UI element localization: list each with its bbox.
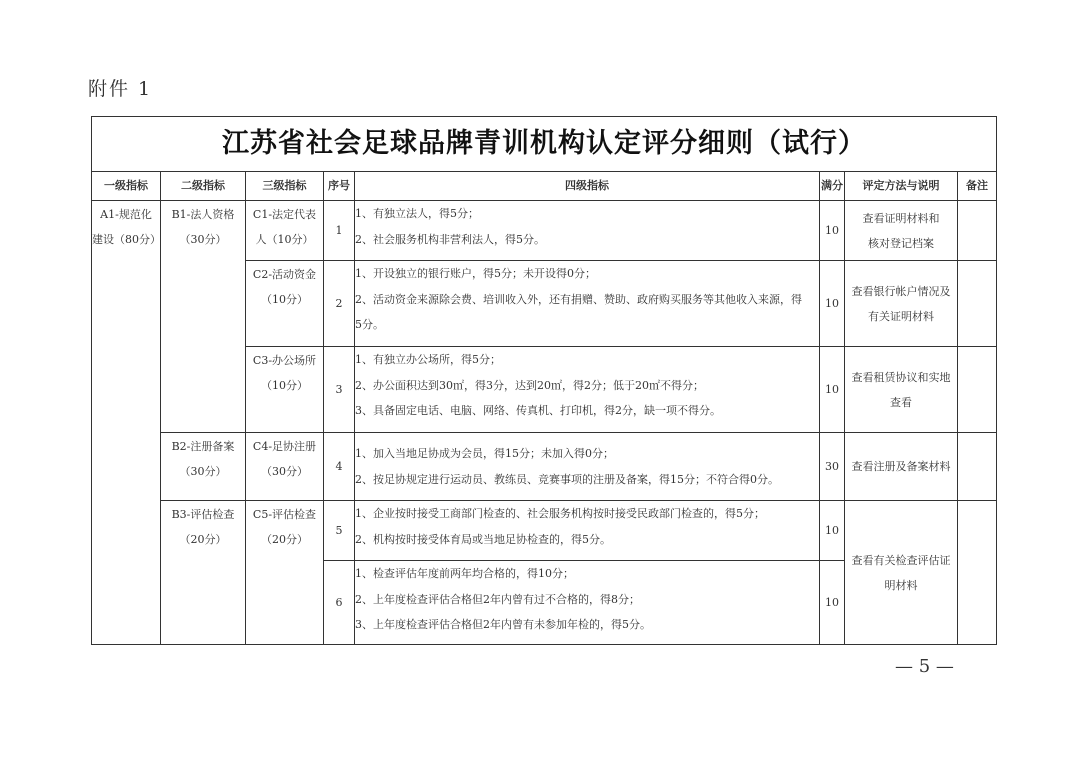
method-cell: 查看银行帐户情况及 有关证明材料 <box>845 261 958 347</box>
level4-items: 1、有独立法人，得5分； 2、社会服务机构非营利法人，得5分。 <box>355 201 820 261</box>
method-cell: 查看租赁协议和实地 查看 <box>845 347 958 433</box>
level2-cell: B3-评估检查 （20分） <box>161 501 246 645</box>
header-level1: 一级指标 <box>92 172 161 201</box>
row-number: 6 <box>324 561 355 645</box>
level1-cell: A1-规范化 建设（80分） <box>92 201 161 645</box>
level4-items: 1、有独立办公场所，得5分； 2、办公面积达到30㎡，得3分，达到20㎡，得2分；低于20㎡不得分； 3、具备固定电话、电脑、网络、传真机、打印机，得2分，缺一项不得分。 <box>355 347 820 433</box>
level3-cell: C1-法定代表 人（10分） <box>246 201 324 261</box>
level2-cell: B1-法人资格 （30分） <box>161 201 246 433</box>
table-row <box>92 201 997 261</box>
method-cell: 查看注册及备案材料 <box>845 433 958 501</box>
level4-items: 1、开设独立的银行账户，得5分；未开设得0分； 2、活动资金来源除会费、培训收入外，还有捐赠、赞助、政府购买服务等其他收入来源，得 5分。 <box>355 261 820 347</box>
remarks-cell <box>958 433 997 501</box>
level3-cell: C4-足协注册 （30分） <box>246 433 324 501</box>
page-number: — 5 — <box>895 656 954 677</box>
level2-cell: B2-注册备案 （30分） <box>161 433 246 501</box>
full-score: 10 <box>820 347 845 433</box>
header-level4: 四级指标 <box>355 172 820 201</box>
full-score: 10 <box>820 561 845 645</box>
title-row <box>92 117 997 172</box>
page-title: 江苏省社会足球品牌青训机构认定评分细则（试行） <box>92 117 997 172</box>
row-number: 1 <box>324 201 355 261</box>
full-score: 10 <box>820 501 845 561</box>
method-cell: 查看证明材料和 核对登记档案 <box>845 201 958 261</box>
method-cell: 查看有关检查评估证 明材料 <box>845 501 958 645</box>
header-level3: 三级指标 <box>246 172 324 201</box>
full-score: 30 <box>820 433 845 501</box>
remarks-cell <box>958 261 997 347</box>
level3-cell: C2-活动资金 （10分） <box>246 261 324 347</box>
level4-items: 1、检查评估年度前两年均合格的，得10分； 2、上年度检查评估合格但2年内曾有过不合格的，得8分； 3、上年度检查评估合格但2年内曾有未参加年检的，得5分。 <box>355 561 820 645</box>
row-number: 5 <box>324 501 355 561</box>
full-score: 10 <box>820 261 845 347</box>
remarks-cell <box>958 347 997 433</box>
attachment-label: 附件 1 <box>88 78 153 100</box>
row-number: 2 <box>324 261 355 347</box>
header-method: 评定方法与说明 <box>845 172 958 201</box>
table-row <box>92 501 997 561</box>
full-score: 10 <box>820 201 845 261</box>
row-number: 3 <box>324 347 355 433</box>
header-number: 序号 <box>324 172 355 201</box>
level4-items: 1、企业按时接受工商部门检查的、社会服务机构按时接受民政部门检查的，得5分； 2、机构按时接受体育局或当地足协检查的，得5分。 <box>355 501 820 561</box>
table-row <box>92 433 997 501</box>
remarks-cell <box>958 501 997 645</box>
header-full-score: 满分 <box>820 172 845 201</box>
scoring-table <box>91 116 997 645</box>
header-row <box>92 172 997 201</box>
level3-cell: C5-评估检查 （20分） <box>246 501 324 645</box>
level4-items: 1、加入当地足协成为会员，得15分；未加入得0分； 2、按足协规定进行运动员、教练员、竞赛事项的注册及备案，得15分；不符合得0分。 <box>355 433 820 501</box>
header-level2: 二级指标 <box>161 172 246 201</box>
header-remarks: 备注 <box>958 172 997 201</box>
level3-cell: C3-办公场所 （10分） <box>246 347 324 433</box>
row-number: 4 <box>324 433 355 501</box>
remarks-cell <box>958 201 997 261</box>
